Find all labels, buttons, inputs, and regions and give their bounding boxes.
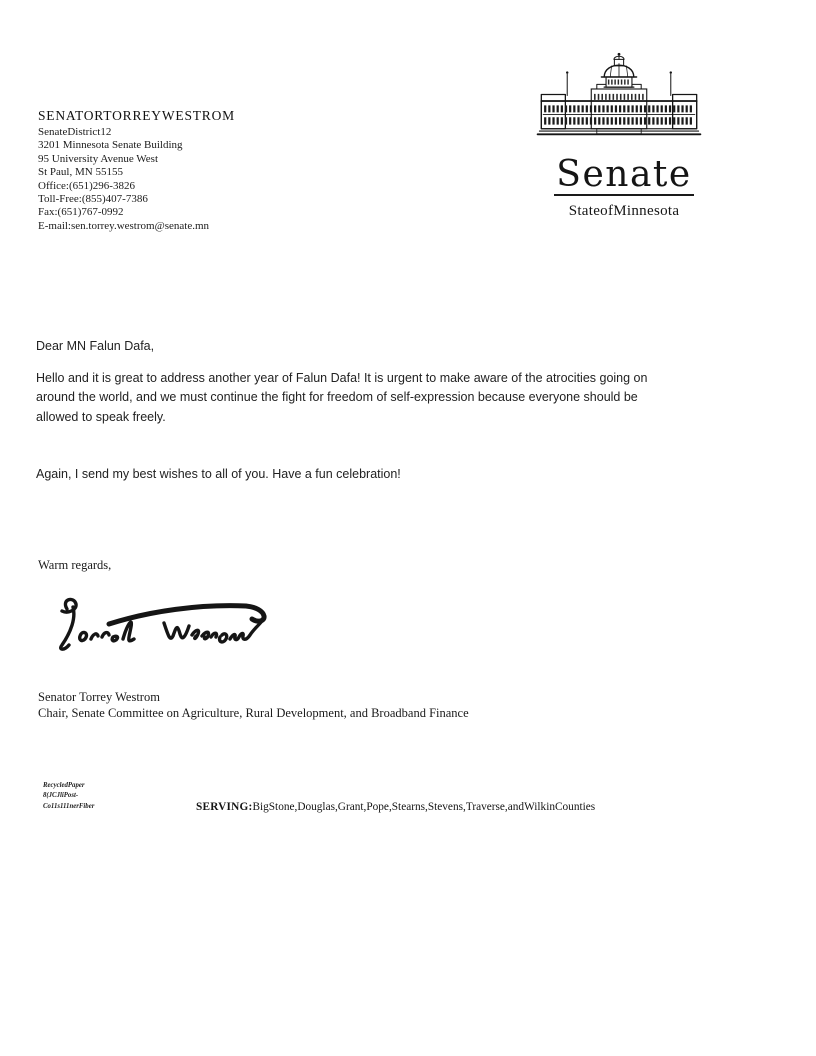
signer-name: Senator Torrey Westrom [38,690,160,704]
recycled-note-line: RecycledPaper [43,782,85,789]
body-paragraph-2: Again, I send my best wishes to all of you. Have a fun celebration! [36,467,401,481]
capitol-engraving-icon [529,52,709,138]
body-line: Hello and it is great to address another year of Falun Dafa! It is urgent to make aware of the atrocities going on [36,371,648,385]
sender-phone-line: Office:(651)296-3826 [38,179,135,192]
sender-name: SENATORTORREYWESTROM [38,108,235,123]
closing-salutation: Warm regards, [38,558,112,572]
body-line: allowed to speak freely. [36,409,166,424]
handwritten-signature-icon [52,596,270,658]
state-of-minnesota-tagline: StateofMinnesota [568,203,680,219]
sender-address-line: St Paul, MN 55155 [38,166,123,179]
sender-tollfree-line: Toll-Free:(855)407-7386 [38,193,148,206]
salutation: Dear MN Falun Dafa, [36,339,155,353]
body-paragraph-1 [36,369,647,427]
sender-address-line: SenateDistrict12 [38,126,112,138]
sender-fax-line: Fax:(651)767-0992 [38,206,124,219]
senate-wordmark-wrap [534,156,714,196]
signer-title: Chair, Senate Committee on Agriculture, Rural Development, and Broadband Finance [38,705,469,720]
sender-email-line: E-mail:sen.torrey.westrom@senate.mn [38,219,210,232]
serving-label: SERVING: [196,801,253,813]
signer-block [38,690,469,722]
sender-address-line: 95 University Avenue West [38,152,158,165]
sender-address-block [38,126,209,233]
serving-counties-text: BigStone,Douglas,Grant,Pope,Stearns,Stevens,Traverse,andWilkinCounties [252,801,596,813]
sender-address-line: 3201 Minnesota Senate Building [38,139,183,152]
recycled-note-line: Co11s111nerFiber [43,802,95,810]
recycled-paper-note [43,781,94,812]
senate-wordmark: Senate [556,154,692,195]
recycled-note-line: 8(JCJliPost- [43,792,79,800]
body-line: around the world, and we must continue the fight for freedom of self-expression because everyone should be [36,390,638,405]
serving-counties-line [196,801,595,813]
